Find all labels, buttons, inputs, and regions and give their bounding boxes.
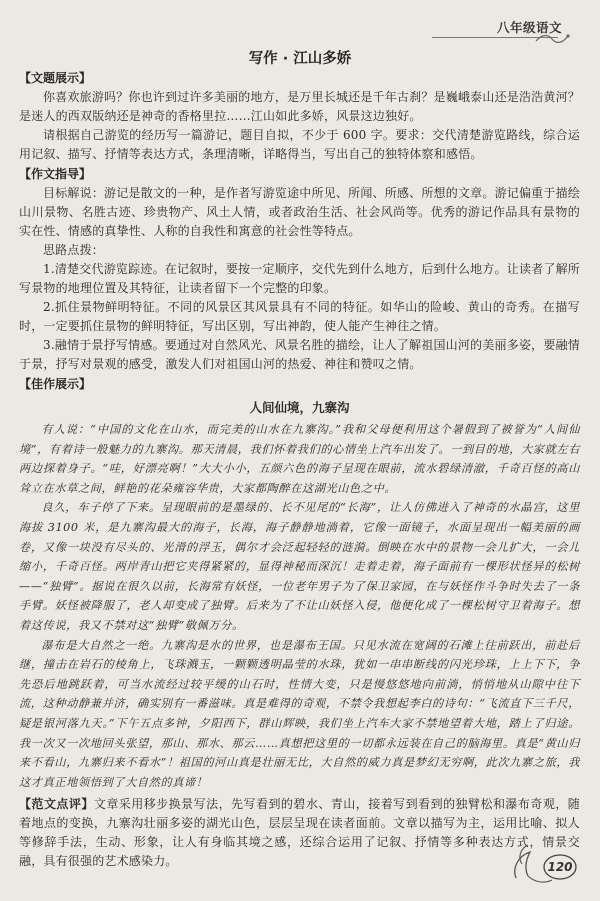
page-content xyxy=(19,68,580,871)
page-title: 写作 · 江山多娇 xyxy=(248,51,352,67)
section-label-prompt: 【文题展示】 xyxy=(19,71,92,85)
prompt-paragraph: 请根据自己游览的经历写一篇游记，题目自拟，不少于 600 字。要求：交代清楚游览路线，综合运用记叙、描写、抒情等表达方式，条理清晰，详略得当，写出自己的独特体察和感悟。 xyxy=(19,128,580,161)
review-block xyxy=(19,795,580,871)
essay-paragraph: 良久，车子停了下来。呈现眼前的是墨绿的、长不见尾的“长海”，让人仿佛进入了神奇的水晶宫，这里海拔 3100 米，是九寨沟最大的海子，长海，海子静静地淌着，它像一面镜子，水面呈现出一幅美丽的画卷，又像一块没有尽头的、光滑的浮玉，偶尔才会泛起轻轻的涟漪。倒映在水中的景物一会儿扩大，一会儿缩小，千奇百怪。两岸青山把它夹得紧紧的，显得神秘而深沉！走着走着，海子面前有一棵形状怪异的松树——“独臂”。据说在很久以前，长海常有妖怪，一位老年男子为了保卫家园，在与妖怪作斗争时失去了一条手臂。妖怪被降服了，老人却变成了独臂。后来为了不让山妖怪入侵，他便化成了一棵松树守卫着海子。想着这传说，我又不禁对这“独臂”敬佩万分。 xyxy=(19,501,580,632)
essay-paragraph: 瀑布是大自然之一绝。九寨沟是水的世界，也是瀑布王国。只见水流在宽阔的石滩上往前跃出，前赴后继，撞击在岩石的棱角上，飞珠溅玉，一颗颗透明晶莹的水珠，犹如一串串断线的闪光珍珠，上上下下，争先恐后地跳跃着，可当水流经过较平缓的山石时，性情大变，只是慢悠悠地向前淌，悄悄地从山隙中往下流，这种动静兼并济，确实别有一番滋味。真是难得的奇观，不禁令我想起李白的诗句：“飞流直下三千尺，疑是银河落九天。”下午五点多钟，夕阳西下，群山辉映，我们坐上汽车大家不禁地望着大地，踏上了归途。我一次又一次地回头张望，那山、那水、那云……真想把这里的一切都永远装在自己的脑海里。真是“黄山归来不看山，九寨归来不看水”！祖国的河山真是壮丽无比，大自然的威力真是梦幻无穷啊，此次九寨之旅，我这才真正地领悟到了大自然的真谛！ xyxy=(19,638,580,789)
review-text: 文章采用移步换景写法，先写看到的碧水、青山，接着写到看到的独臂松和瀑布奇观，随着地点的变换，九寨沟壮丽多姿的湖光山色，层层呈现在读者面前。文章以描写为主，运用比喻、拟人等修辞手法，生动、形象，让人有身临其境之感，还综合运用了记叙、抒情等多种表达方式，情景交融，具有很强的艺术感染力。 xyxy=(19,797,580,869)
page-number: 120 xyxy=(547,860,573,874)
essay-title: 人间仙境，九寨沟 xyxy=(249,400,350,415)
book-tag: 八年级语文 xyxy=(496,20,562,35)
guide-paragraph: 思路点拨： xyxy=(43,243,105,257)
section-label-review: 【范文点评】 xyxy=(19,797,94,812)
prompt-paragraph: 你喜欢旅游吗？你也许到过许多美丽的地方，是万里长城还是千年古刹？是巍峨泰山还是浩浩黄河？是迷人的西双版纳还是神奇的香格里拉……江山如此多娇，风景这边独好。 xyxy=(19,90,580,123)
guide-paragraph: 2.抓住景物鲜明特征。不同的风景区其风景具有不同的特征。如华山的险峻、黄山的奇秀。在描写时，一定要抓住景物的鲜明特征，写出区别，写出神韵，使人能产生神往之情。 xyxy=(19,300,580,333)
section-label-guide: 【作文指导】 xyxy=(19,167,92,181)
section-label-sample: 【佳作展示】 xyxy=(19,377,92,391)
guide-paragraph: 1.清楚交代游览踪迹。在记叙时，要按一定顺序，交代先到什么地方，后到什么地方。让读者了解所写景物的地理位置及其特征，让读者留下一个完整的印象。 xyxy=(19,262,580,295)
flourish-icon xyxy=(534,32,570,46)
guide-paragraph: 目标解说：游记是散文的一种，是作者写游览途中所见、所闻、所感、所想的文章。游记偏重于描绘山川景物、名胜古迹、珍贵物产、风土人情，或者政治生活、社会风尚等。优秀的游记作品具有景物的实在性、情感的真挚性、人称的自我性和寓意的社会性等特点。 xyxy=(19,186,580,238)
guide-paragraph: 3.融情于景抒写情感。要通过对自然风光、风景名胜的描绘，让人了解祖国山河的美丽多姿，要融情于景，抒写对景观的感受，激发人们对祖国山河的热爱、神往和赞叹之情。 xyxy=(19,338,580,371)
essay-paragraph: 有人说：“中国的文化在山水，而完美的山水在九寨沟。”我和父母便利用这个暑假到了被誉为“人间仙境”，有着诗一般魅力的九寨沟。那天清晨，我们怀着我们的心情坐上汽车出发了。一到目的地，大家就左右两边探着身子。“哇，好漂亮啊！”大大小小，五颜六色的海子呈现在眼前，流水碧绿清澈，千奇百怪的高山耸立在水草之间，鲜艳的花朵雍容华贵，大家都陶醉在这湖光山色之中。 xyxy=(19,423,580,495)
